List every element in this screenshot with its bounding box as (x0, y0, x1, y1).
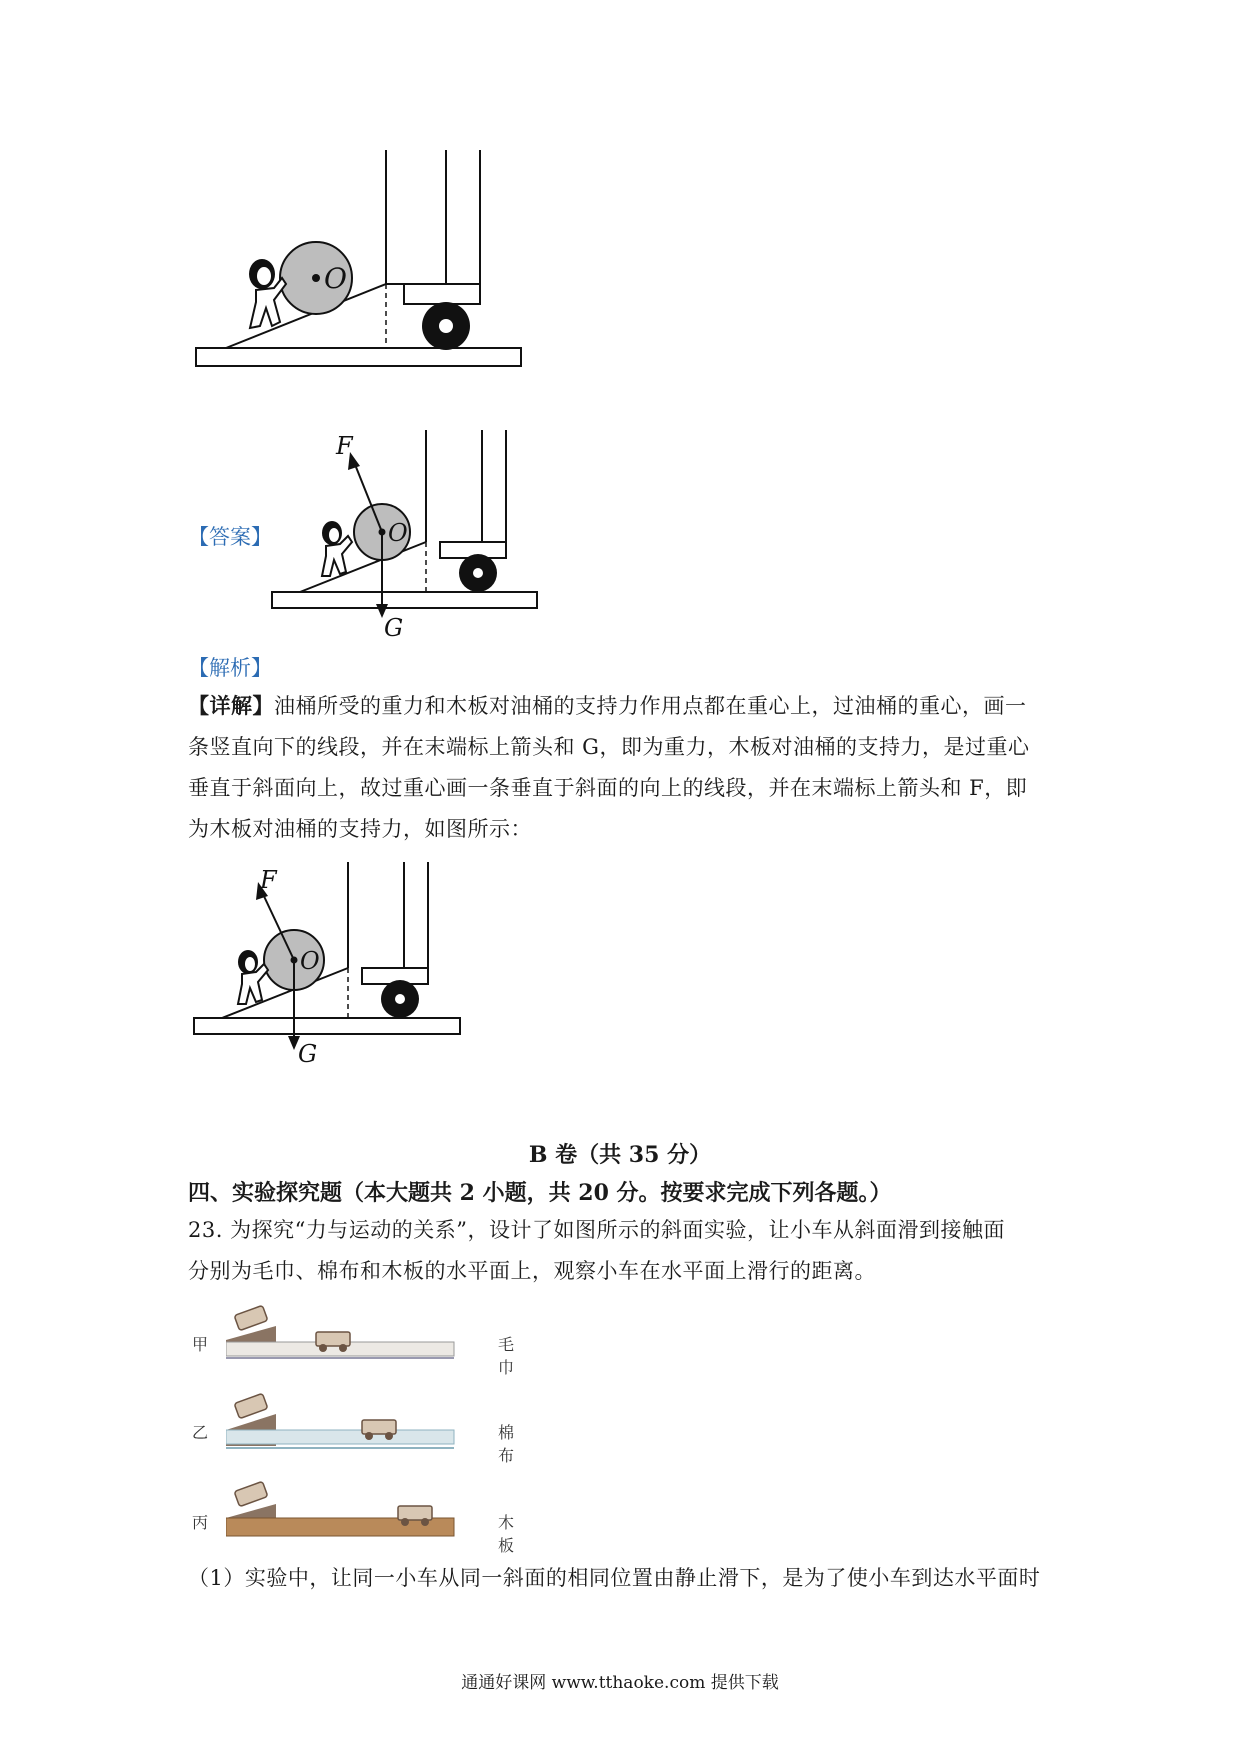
detail-label: 【详解】 (188, 694, 274, 718)
section-four-heading: 四、实验探究题（本大题共 2 小题，共 20 分。按要求完成下列各题。） (188, 1180, 892, 1206)
svg-text:G: G (298, 1040, 318, 1068)
figure-force-explanation (190, 862, 480, 1072)
surface-label-towel: 毛巾 (498, 1335, 515, 1377)
svg-text:O: O (300, 947, 320, 975)
surface-label-cotton: 棉布 (498, 1423, 515, 1465)
page-footer: 通通好课网 www.tthaoke.com 提供下载 (461, 1673, 779, 1693)
detail-line-3: 垂直于斜面向上，故过重心画一条垂直于斜面的向上的线段，并在末端标上箭头和 F，即 (188, 776, 1028, 800)
svg-text:F: F (336, 432, 353, 460)
row-label-jia: 甲 (192, 1335, 209, 1354)
detail-line-2: 条竖直向下的线段，并在末端标上箭头和 G，即为重力，木板对油桶的支持力，是过重心 (188, 735, 1030, 759)
q23-line-1: 23. 为探究“力与运动的关系”，设计了如图所示的斜面实验，让小车从斜面滑到接触面 (188, 1218, 1006, 1242)
row-label-yi: 乙 (192, 1423, 209, 1442)
svg-text:O: O (388, 519, 408, 547)
svg-text:O: O (324, 262, 347, 295)
figure-oil-drum-original (190, 150, 530, 375)
q23-part-1: （1）实验中，让同一小车从同一斜面的相同位置由静止滑下，是为了使小车到达水平面时 (188, 1566, 1041, 1590)
answer-label: 【答案】 (188, 525, 272, 549)
detail-line-1: 【详解】油桶所受的重力和木板对油桶的支持力作用点都在重心上，过油桶的重心，画一 (188, 694, 1027, 718)
svg-text:F: F (260, 866, 277, 894)
q23-line-2: 分别为毛巾、棉布和木板的水平面上，观察小车在水平面上滑行的距离。 (188, 1259, 876, 1283)
figure-force-answer (270, 430, 560, 640)
question-23-text (188, 1210, 1048, 1292)
surface-label-wood: 木板 (498, 1513, 515, 1555)
detail-paragraph (188, 686, 1048, 850)
analysis-label: 【解析】 (188, 656, 272, 680)
detail-line-4: 为木板对油桶的支持力，如图所示： (188, 817, 532, 841)
row-label-bing: 丙 (192, 1513, 209, 1532)
section-b-heading: B 卷（共 35 分） (528, 1142, 712, 1168)
svg-text:G: G (384, 614, 404, 640)
